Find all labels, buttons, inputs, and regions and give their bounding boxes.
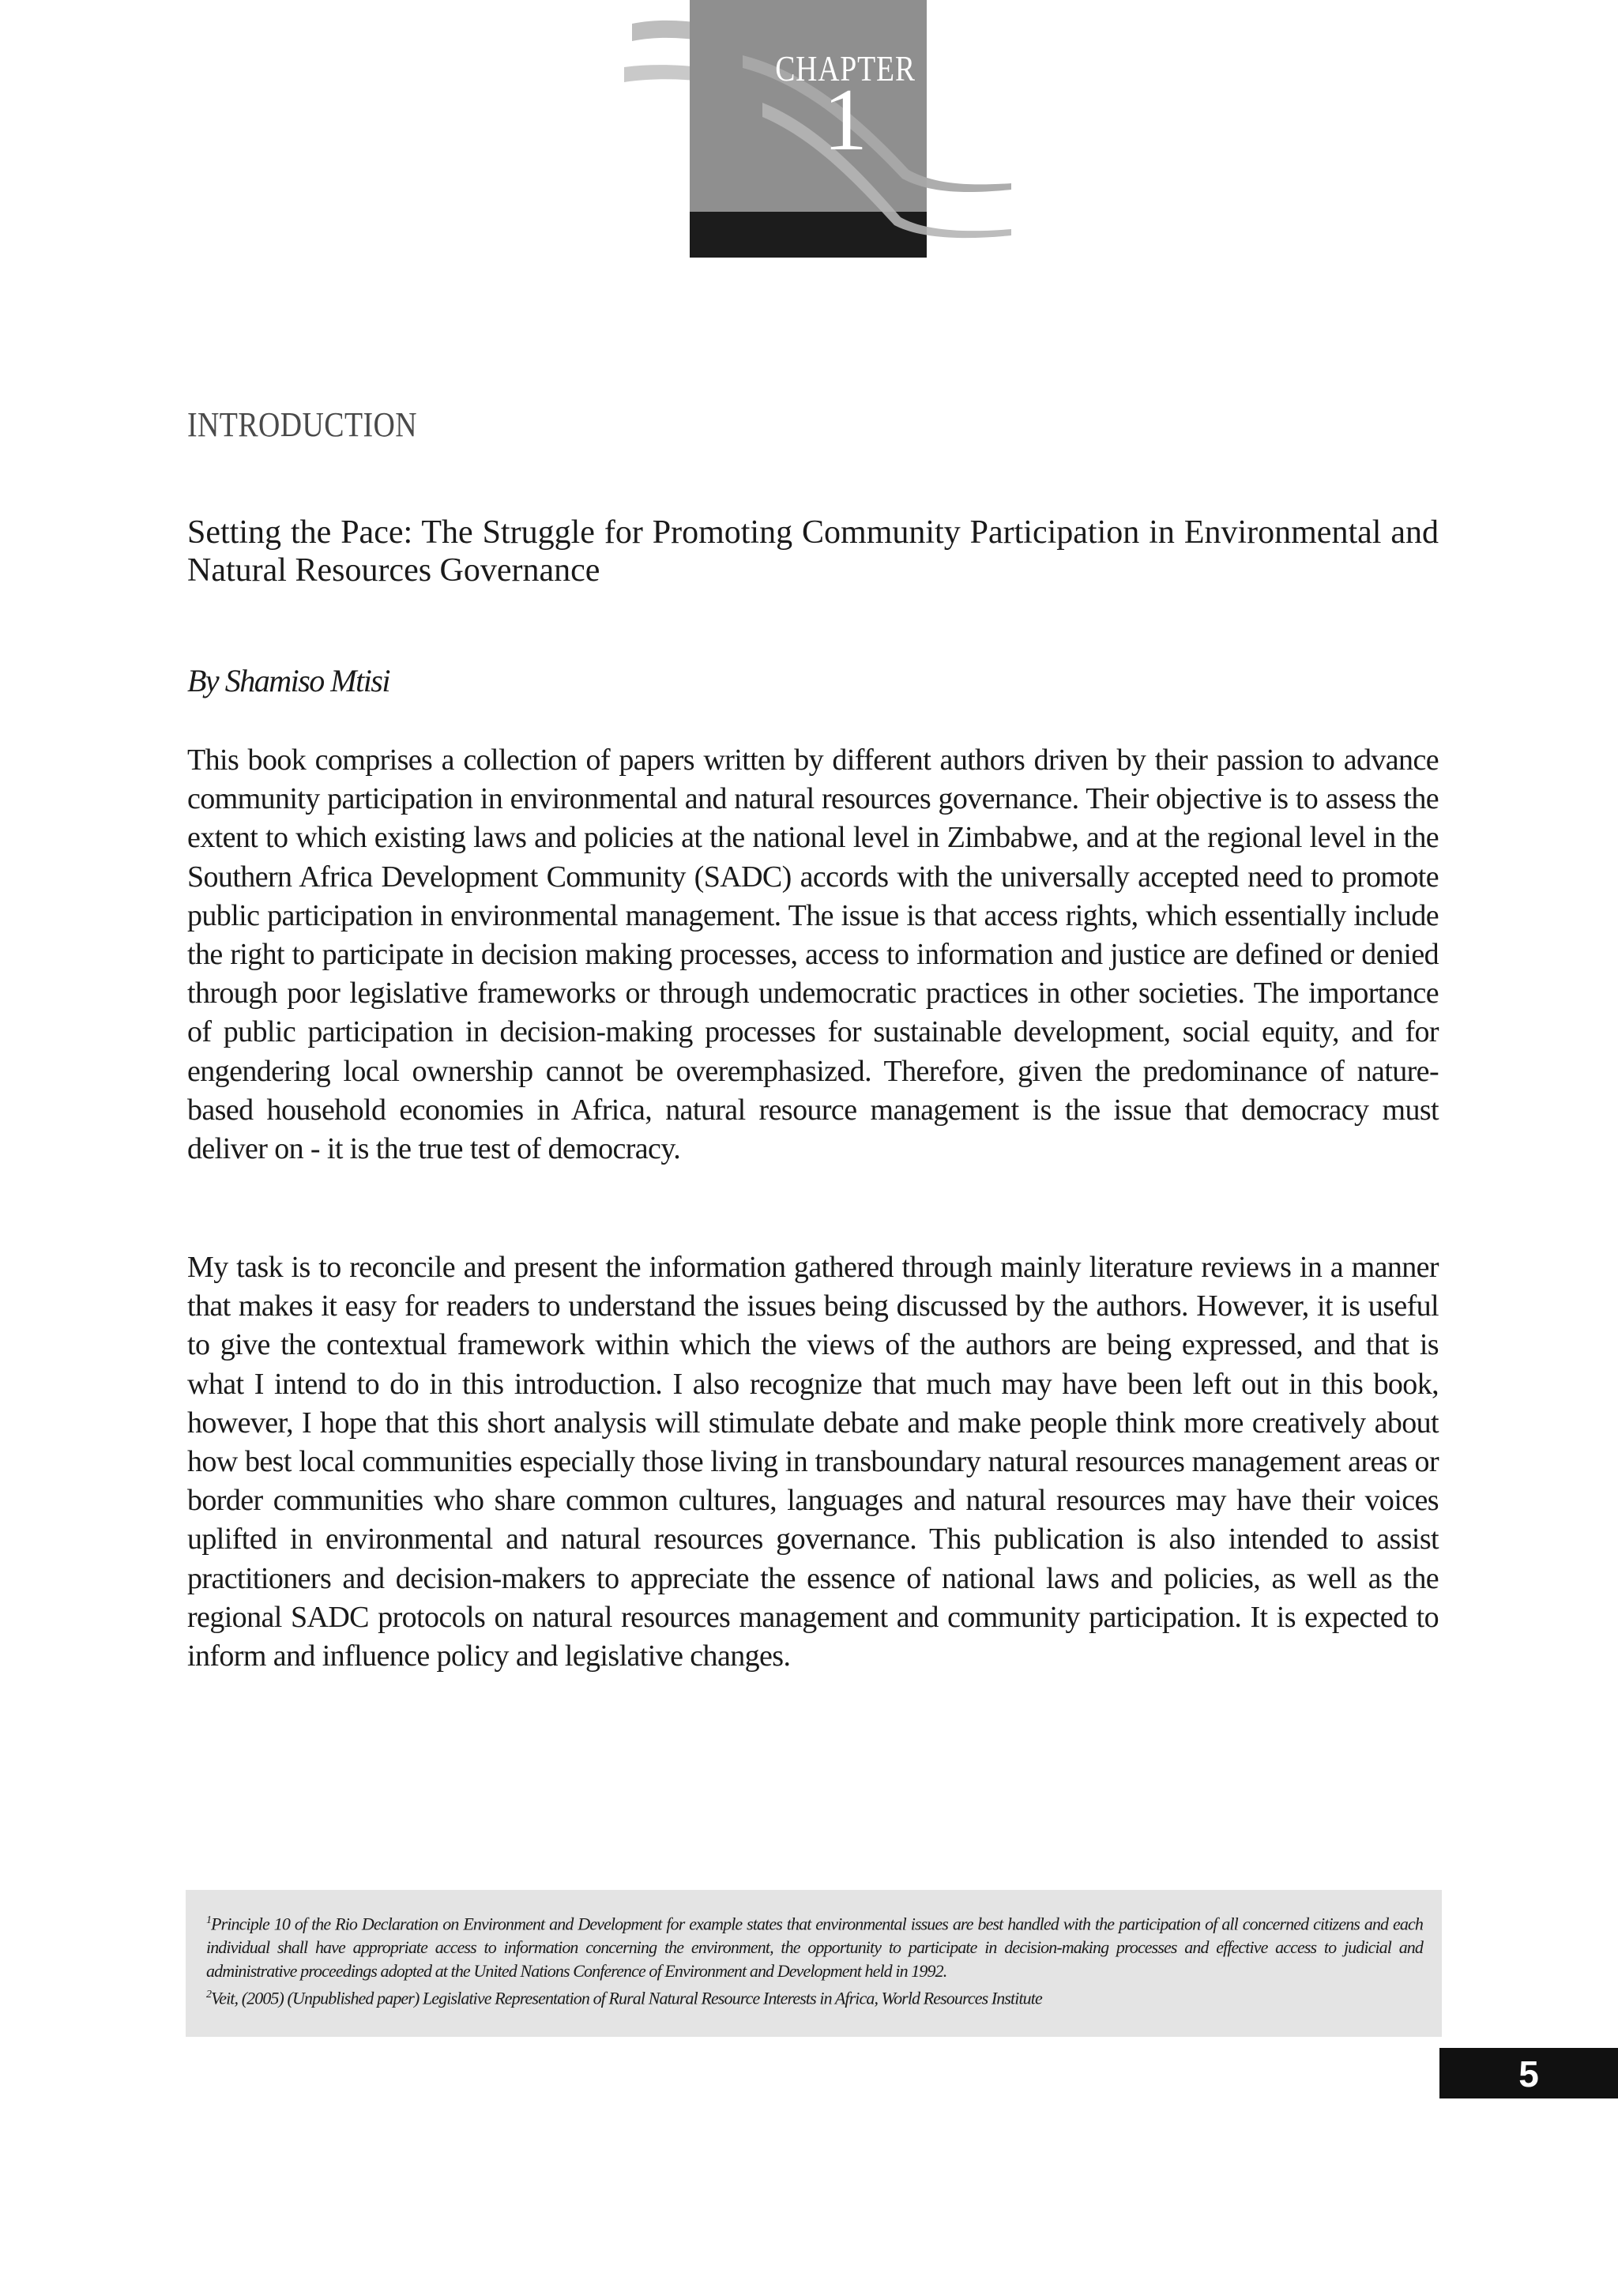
body-paragraph: This book comprises a collection of papers written by different authors driven by their passion to advance community participation in environmental and natural resources governance. Their objective is to assess the extent to which existing laws and policies at the national level in Zimbabwe, and at the regional level in the Southern Africa Development Community (SADC) accords with the universally accepted need to promote public participation in environmental management. The issue is that access rights, which essentially include the right to participate in decision making processes, access to information and justice are defined or denied through poor legislative frameworks or through undemocratic practices in other societies. The importance of public participation in decision-making processes for sustainable development, social equity, and for engendering local ownership cannot be overemphasized. Therefore, given the predominance of nature-based household economies in Africa, natural resource management is the issue that democracy must deliver on - it is the true test of democracy. <box>187 743 1439 1166</box>
author-byline: By Shamiso Mtisi <box>187 663 389 698</box>
section-heading: INTRODUCTION <box>187 405 418 444</box>
chapter-label: CHAPTER <box>775 48 916 88</box>
page-number-tab <box>1439 2048 1618 2098</box>
footnote-text: Veit, (2005) (Unpublished paper) Legislative Representation of Rural Natural Resource Interests in Africa, World Resources Institute <box>211 1988 1042 2008</box>
body-paragraph: My task is to reconcile and present the information gathered through mainly literature reviews in a manner that makes it easy for readers to understand the issues being discussed by the authors. However, it is useful to give the contextual framework within which the views of the authors are being expressed, and that is what I intend to do in this introduction. I also recognize that much may have been left out in this book, however, I hope that this short analysis will stimulate debate and make people think more creatively about how best local communities especially those living in transboundary natural resources management areas or border communities who share common cultures, languages and natural resources may have their voices uplifted in environmental and natural resources governance. This publication is also intended to assist practitioners and decision-makers to appreciate the essence of national laws and policies, as well as the regional SADC protocols on natural resources management and community participation. It is expected to inform and influence policy and legislative changes. <box>187 1251 1439 1673</box>
footnote-text: Principle 10 of the Rio Declaration on Environment and Development for example states that environmental issues are best handled with the participation of all concerned citizens and each individual shall have appropriate access to information concerning the environment, the opportunity to participate in decision-making processes and effective access to judicial and administrative proceedings adopted at the United Nations Conference of Environment and Development held in 1992. <box>206 1914 1423 1982</box>
page-number: 5 <box>1518 2053 1539 2095</box>
footnote-marker: 1 <box>206 1914 212 1926</box>
article-title: Setting the Pace: The Struggle for Promoting Community Participation in Environmental and Natural Resources Governance <box>187 514 1439 589</box>
chapter-number: 1 <box>823 71 867 169</box>
footnote <box>206 1983 1423 2010</box>
chapter-badge <box>624 0 1019 261</box>
footnotes-box <box>186 1890 1442 2037</box>
footnote <box>206 1909 1423 1983</box>
footnote-marker: 2 <box>206 1989 212 2001</box>
